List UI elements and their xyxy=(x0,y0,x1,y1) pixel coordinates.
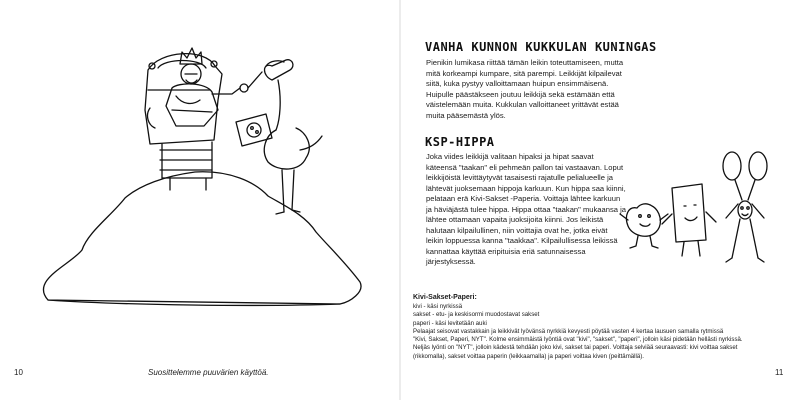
rules-box-title: Kivi-Sakset-Paperi: xyxy=(413,294,477,301)
footer-tip: Suosittelemme puuvärien käyttöä. xyxy=(148,368,269,377)
rules-line: "Kivi, Sakset, Paperi, NYT". Kolme ensimmäistä lyöntiä ovat "kivi", "sakset", "paperi", jolloin käsi pidetään hellästi nyrkissä. xyxy=(413,336,743,344)
rules-line: paperi - käsi levitetään auki xyxy=(413,319,487,327)
rules-line: Pelaajat seisovat vastakkain ja leikkivät lyövänsä nyrkkiä kevyesti pöytää vasten 4 kertaa lausuen samalla rytmissä xyxy=(413,327,724,335)
rules-line: (rikkomalla), sakset voittaa paperin (leikkaamalla) ja paperi voittaa kiven (peittämällä). xyxy=(413,352,644,360)
scissors-character-drawing xyxy=(723,152,767,262)
rules-line: sakset - etu- ja keskisormi muodostavat sakset xyxy=(413,311,540,319)
section-title-king-of-the-hill: VANHA KUNNON KUKKULAN KUNINGAS xyxy=(425,40,657,54)
rock-character-drawing xyxy=(620,204,668,248)
rules-box-text xyxy=(413,303,788,361)
page-number-right: 11 xyxy=(775,368,784,377)
section-text-king-of-the-hill: Pienikin lumikasa riittää tämän leikin toteuttamiseen, mutta mitä korkeampi kumpare, sitä parempi. Leikkijät kilpailevat siitä, kuka pystyy valloittamaan huipun ensimmäisenä. Huipulle päästäkseen joutuu leikkijä sekä estämään että väistelemään muita. Kukkulan valloittaneet yrittävät estää muita pääsemästä ylös. xyxy=(426,58,624,120)
rules-line: kivi - käsi nyrkissä xyxy=(413,303,463,310)
paper-character-drawing xyxy=(662,184,716,256)
rules-line: Neljäs lyönti on "NYT", jolloin kädestä tehdään joko kivi, sakset tai paperi. Voittaja selviää seuraavasti: kivi voittaa sakset xyxy=(413,344,738,352)
section-text-ksp-tag: Joka viides leikkijä valitaan hipaksi ja hipat saavat käteensä "taakan" eli pehmeän pallon tai vastaavan. Loput leikkijöistä levittäytyvät tasaisesti rajatulle pelialueelle ja lähtevät juoksemaan hippoja karkuun. Kun hippa saa kiinni, pelataan erä Kivi-Sakset -Paperia. Voittaja lähtee karkuun ja häviäjästä tulee hippa. Hippa ottaa "taakan" mukaansa ja lähtee ottamaan vapaita juoksijoita kiinni. Jos leikistä halutaan kilpailullinen, niin voittajia ovat he, jotka eivät leikin loppuessa kanna "taakkaa". Kilpailullisessa leikissä kannattaa käyttää eripituisia eriä satunnaisessa järjestyksessä. xyxy=(426,152,627,266)
page-number-left: 10 xyxy=(14,368,23,377)
section-title-ksp-tag: KSP-HIPPA xyxy=(425,135,495,149)
